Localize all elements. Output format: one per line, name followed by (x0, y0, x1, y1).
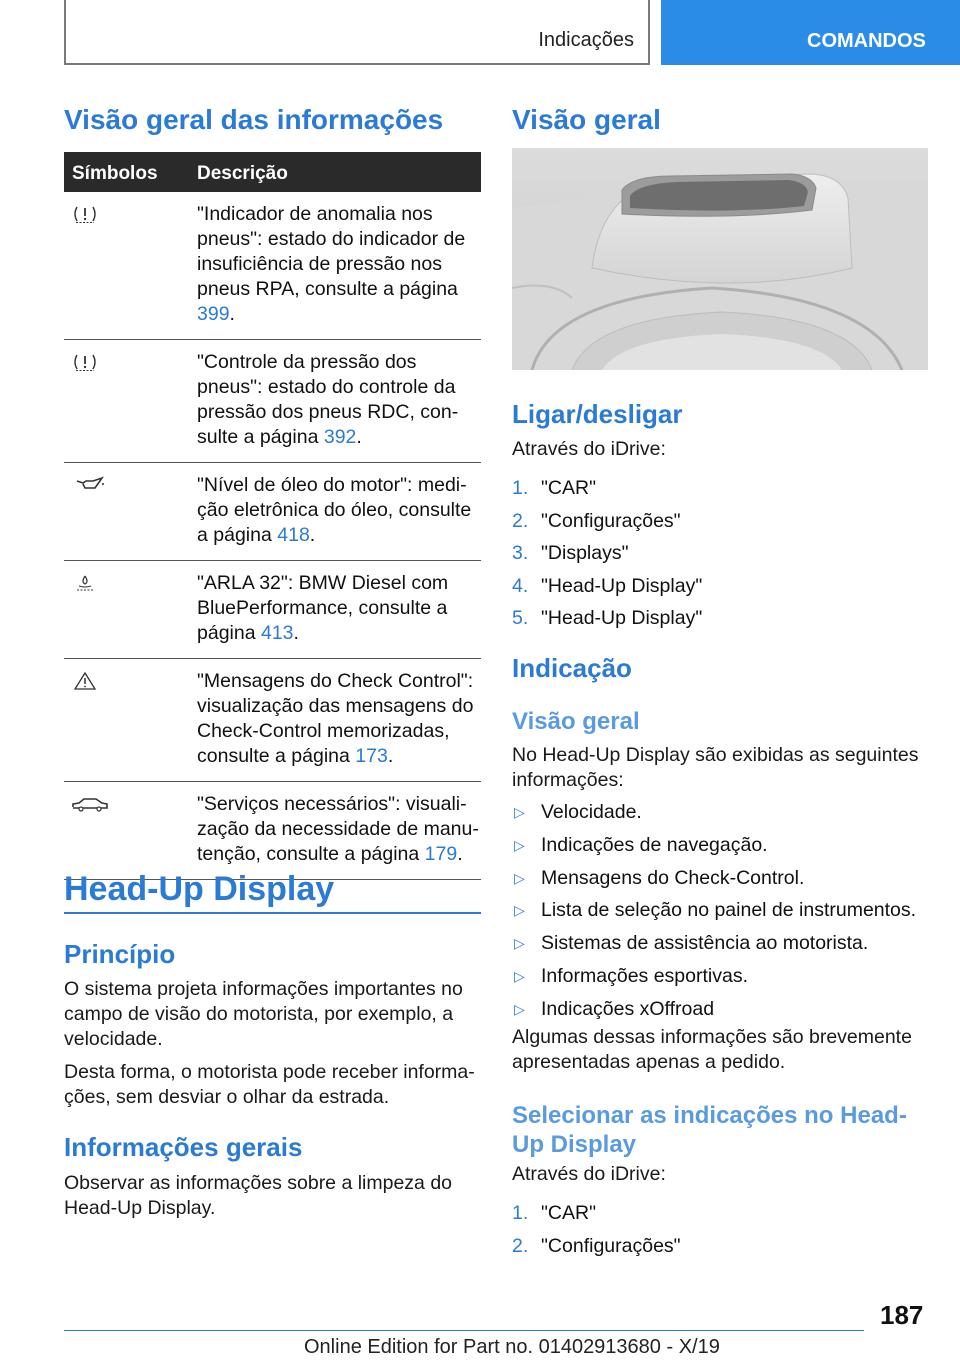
step-text: "Displays" (541, 542, 629, 564)
list-item (512, 476, 702, 509)
overview-info-title: Visão geral das informações (64, 104, 444, 135)
general-info-title: Informações gerais (64, 1132, 303, 1162)
page-link[interactable]: 392 (323, 426, 357, 448)
step-number: 2. (512, 509, 529, 532)
onoff-title: Ligar/desligar (512, 399, 683, 429)
list-item (512, 1234, 681, 1267)
item-text: Informações esportivas. (541, 964, 749, 987)
page-number: 187 (880, 1300, 924, 1330)
table-row (64, 782, 481, 880)
car-service-icon (70, 794, 110, 814)
tire-pressure-monitor-icon (70, 352, 100, 372)
footer-rule (64, 1330, 864, 1331)
table-col-description: Descrição (197, 163, 288, 184)
table-header (64, 152, 481, 192)
step-text: "CAR" (541, 477, 597, 499)
list-item (512, 964, 916, 997)
chapter-tab[interactable] (661, 0, 960, 65)
table-row (64, 192, 481, 340)
list-item (512, 541, 702, 574)
item-text: Lista de seleção no painel de instrumentos. (541, 899, 917, 922)
select-displays-title (512, 1101, 907, 1159)
table-col-symbols: Símbolos (72, 163, 158, 184)
fluid-level-icon (70, 573, 100, 593)
header-box (64, 0, 650, 65)
row-end: . (229, 303, 235, 325)
item-text: Sistemas de assistência ao motorista. (541, 932, 869, 955)
warning-triangle-icon (70, 671, 100, 691)
bullet-icon: ▷ (514, 869, 525, 886)
table-row (64, 340, 481, 463)
display-after-paragraph: Algumas dessas informações são brevemente apresentadas apenas a pedido. (512, 1026, 912, 1073)
item-text: Indicações xOffroad (541, 997, 715, 1020)
list-item (512, 509, 702, 542)
row-text: "Indicador de anomalia nos pneus": estado do indicador de insuficiência de pressão nos pneus RPA, consulte a página (197, 203, 466, 300)
list-item (512, 898, 916, 931)
list-item (512, 574, 702, 607)
principle-paragraph-1: O sistema projeta informações importantes no campo de visão do motorista, por exemplo, a velocidade. (64, 978, 463, 1050)
tire-pressure-warning-icon (70, 204, 100, 224)
step-text: "Head-Up Display" (541, 607, 703, 629)
step-number: 1. (512, 477, 529, 499)
bullet-icon: ▷ (514, 935, 525, 952)
symbols-table (64, 152, 481, 880)
list-item (512, 866, 916, 899)
display-items (512, 800, 916, 1030)
general-info-paragraph: Observar as informações sobre a limpeza do Head-Up Display. (64, 1172, 453, 1219)
item-text: Indicações de navegação. (541, 833, 768, 856)
row-end: . (457, 843, 463, 865)
onoff-steps (512, 476, 702, 639)
step-number: 3. (512, 542, 529, 564)
title-rule (64, 912, 481, 914)
step-text: "CAR" (541, 1202, 597, 1224)
item-text: Velocidade. (541, 801, 642, 823)
row-text: "Serviços necessários": visualização da necessidade de manutenção, consulte a página (197, 793, 479, 865)
table-row (64, 561, 481, 659)
bullet-icon: ▷ (514, 967, 525, 984)
row-text: "Nível de óleo do motor": medição eletrônica do óleo, consulte a página (197, 474, 472, 546)
step-text: "Head-Up Display" (541, 574, 703, 597)
row-end: . (293, 622, 299, 644)
hud-title: Head-Up Display (64, 870, 335, 908)
row-end: . (387, 745, 394, 767)
bullet-icon: ▷ (514, 804, 525, 820)
table-row (64, 659, 481, 782)
select-title-line-2: Up Display (512, 1131, 637, 1158)
list-item (512, 1201, 681, 1234)
display-overview-paragraph: No Head-Up Display são exibidas as seguintes informações: (512, 744, 919, 791)
row-text: "Mensagens do Check Control": visualização das mensagens do Check-Control memorizadas, consulte a página (197, 670, 474, 767)
principle-paragraph-2: Desta forma, o motorista pode receber informações, sem desviar o olhar da estrada. (64, 1061, 475, 1108)
oil-can-icon (70, 475, 110, 495)
footer-edition (304, 1336, 720, 1359)
step-number: 5. (512, 607, 529, 629)
page-link[interactable]: 413 (260, 622, 294, 644)
select-title-line-1: Selecionar as indicações no Head- (512, 1102, 907, 1129)
onoff-intro: Através do iDrive: (512, 438, 666, 460)
bullet-icon: ▷ (514, 902, 525, 919)
table-row (64, 463, 481, 561)
step-number: 2. (512, 1234, 529, 1257)
overview-title: Visão geral (512, 104, 661, 135)
page-link[interactable]: 173 (355, 745, 388, 767)
item-text: Mensagens do Check-Control. (541, 866, 805, 889)
display-title: Indicação (512, 653, 632, 683)
chapter-tab-label: COMANDOS (807, 30, 926, 52)
list-item (512, 931, 916, 964)
select-steps (512, 1201, 681, 1266)
row-end: . (356, 426, 362, 448)
display-overview-title: Visão geral (512, 708, 640, 735)
bullet-icon: ▷ (514, 836, 525, 853)
footer-edition-text: Online Edition for Part no. 01402913680 - X/19 (304, 1336, 720, 1358)
step-number: 1. (512, 1202, 529, 1224)
bullet-icon: ▷ (514, 1000, 525, 1017)
page-link[interactable]: 418 (277, 524, 310, 546)
hud-photo (512, 148, 928, 370)
section-title: Indicações (538, 29, 634, 51)
row-end: . (309, 524, 316, 546)
principle-title: Princípio (64, 939, 176, 969)
step-number: 4. (512, 574, 529, 597)
list-item (512, 606, 702, 639)
select-intro: Através do iDrive: (512, 1163, 666, 1185)
list-item (512, 800, 916, 833)
row-text: "ARLA 32": BMW Diesel com BluePerformance, consulte a página (197, 572, 449, 644)
step-text: "Configurações" (541, 1234, 681, 1257)
row-text: "Controle da pressão dos pneus": estado do controle da pressão dos pneus RDC, consulte a página (197, 351, 459, 448)
page-link[interactable]: 179 (424, 843, 458, 865)
page-link[interactable]: 399 (197, 303, 230, 325)
list-item (512, 833, 916, 866)
step-text: "Configurações" (541, 509, 681, 532)
